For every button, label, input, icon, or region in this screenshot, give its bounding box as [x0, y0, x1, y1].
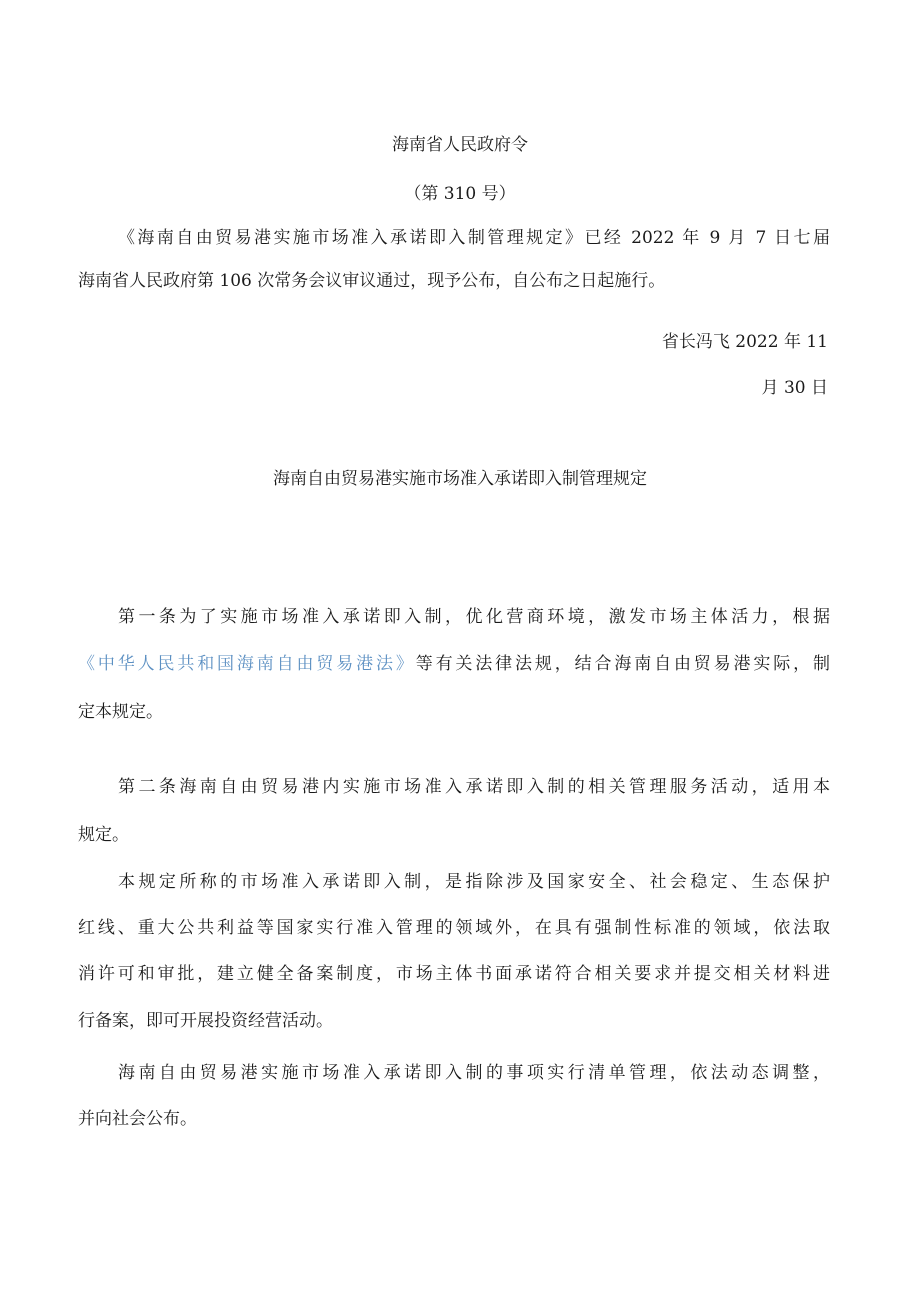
paragraph-4-line-1: 海南自由贸易港实施市场准入承诺即入制的事项实行清单管理，依法动态调整，: [118, 1063, 830, 1083]
announcement-line-2: 海南省人民政府第 106 次常务会议审议通过，现予公布，自公布之日起施行。: [78, 271, 666, 291]
article-2-line-2: 规定。: [78, 825, 129, 845]
paragraph-4-line-2: 并向社会公布。: [78, 1109, 197, 1129]
paragraph-3-line-3: 消许可和审批，建立健全备案制度，市场主体书面承诺符合相关要求并提交相关材料进: [78, 964, 830, 984]
decree-number: （第 310 号）: [404, 184, 516, 204]
decree-title: 海南省人民政府令: [392, 135, 528, 155]
law-link[interactable]: 《中华人民共和国海南自由贸易港法》: [78, 654, 416, 674]
article-1-line-2-rest: 等有关法律法规，结合海南自由贸易港实际，制: [415, 654, 830, 674]
signature-line-2: 月 30 日: [761, 378, 828, 398]
paragraph-3-line-1: 本规定所称的市场准入承诺即入制，是指除涉及国家安全、社会稳定、生态保护: [118, 872, 830, 892]
announcement-line-1: 《海南自由贸易港实施市场准入承诺即入制管理规定》已经 2022 年 9 月 7 日七届: [118, 228, 830, 248]
regulation-title: 海南自由贸易港实施市场准入承诺即入制管理规定: [273, 469, 647, 489]
signature-line-1: 省长冯飞 2022 年 11: [661, 332, 828, 352]
paragraph-3-line-4: 行备案，即可开展投资经营活动。: [78, 1011, 333, 1031]
article-1-line-2: [78, 652, 830, 676]
article-1-line-3: 定本规定。: [78, 702, 163, 722]
article-1-line-1: 第一条为了实施市场准入承诺即入制，优化营商环境，激发市场主体活力，根据: [118, 607, 830, 627]
paragraph-3-line-2: 红线、重大公共利益等国家实行准入管理的领域外，在具有强制性标准的领域，依法取: [78, 918, 830, 938]
article-2-line-1: 第二条海南自由贸易港内实施市场准入承诺即入制的相关管理服务活动，适用本: [118, 777, 830, 797]
